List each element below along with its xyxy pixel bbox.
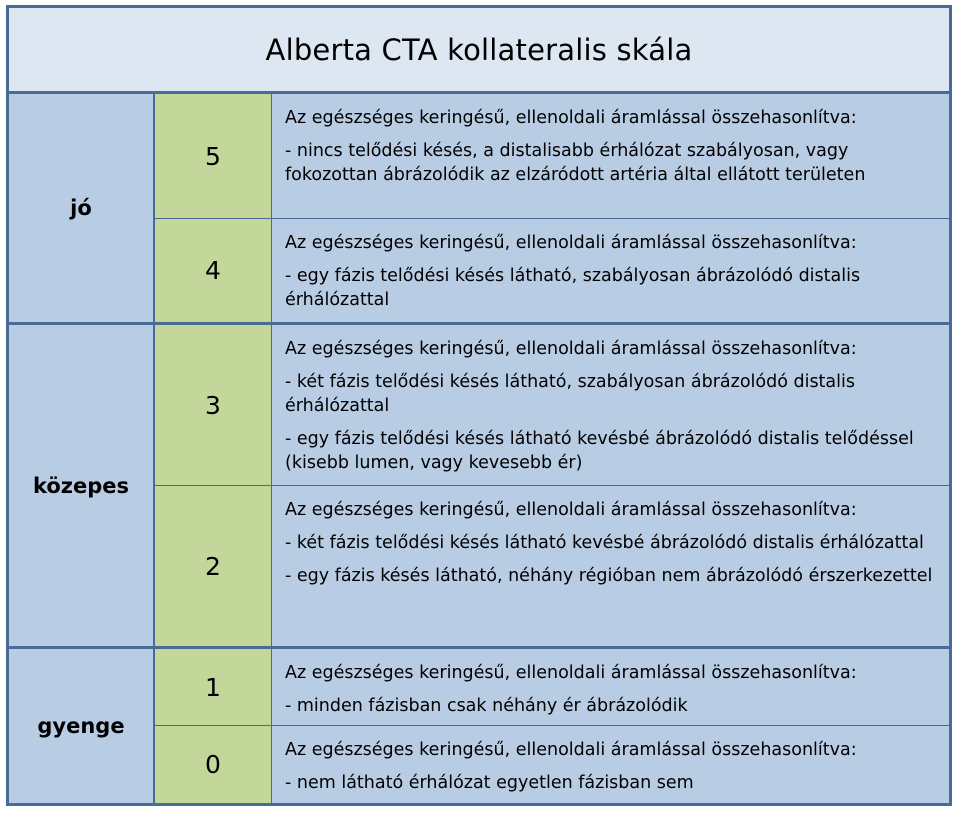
- criteria-text: - egy fázis telődési késés látható kevésbé ábrázolódó distalis telődéssel (kisebb lumen, vagy kevesebb ér): [285, 429, 914, 473]
- score-cell: 1: [155, 649, 272, 725]
- description-cell: [272, 94, 949, 218]
- category-label: gyenge: [9, 649, 155, 803]
- table-row: [155, 94, 949, 219]
- category-label: közepes: [9, 325, 155, 646]
- score-cell: 5: [155, 94, 272, 218]
- group-good: [9, 94, 949, 325]
- criteria-text: - két fázis telődési késés látható kevésbé ábrázolódó distalis érhálózattal: [285, 533, 924, 553]
- score-cell: 2: [155, 486, 272, 646]
- group-poor: [9, 649, 949, 803]
- description-cell: [272, 219, 949, 322]
- table-title: Alberta CTA kollateralis skála: [9, 8, 949, 94]
- score-cell: 3: [155, 325, 272, 485]
- criteria-text: - minden fázisban csak néhány ér ábrázolódik: [285, 696, 688, 716]
- table-row: [155, 726, 949, 803]
- table-row: [155, 325, 949, 486]
- comparison-text: Az egészséges keringésű, ellenoldali áramlással összehasonlítva:: [285, 233, 857, 253]
- table-row: [155, 649, 949, 726]
- comparison-text: Az egészséges keringésű, ellenoldali áramlással összehasonlítva:: [285, 339, 857, 359]
- description-cell: [272, 486, 949, 646]
- criteria-text: - két fázis telődési késés látható, szabályosan ábrázolódó distalis érhálózattal: [285, 372, 855, 416]
- category-label: jó: [9, 94, 155, 322]
- table-row: [155, 219, 949, 322]
- description-cell: [272, 649, 949, 725]
- group-medium: [9, 325, 949, 649]
- comparison-text: Az egészséges keringésű, ellenoldali áramlással összehasonlítva:: [285, 500, 857, 520]
- table-row: [155, 486, 949, 646]
- comparison-text: Az egészséges keringésű, ellenoldali áramlással összehasonlítva:: [285, 663, 857, 683]
- criteria-text: - egy fázis késés látható, néhány régióban nem ábrázolódó érszerkezettel: [285, 566, 933, 586]
- collateral-scale-table: [6, 5, 952, 806]
- criteria-text: - nincs telődési késés, a distalisabb érhálózat szabályosan, vagy fokozottan ábrázolódik az elzáródott artéria által ellátott területen: [285, 141, 866, 185]
- score-cell: 0: [155, 726, 272, 803]
- comparison-text: Az egészséges keringésű, ellenoldali áramlással összehasonlítva:: [285, 108, 857, 128]
- criteria-text: - nem látható érhálózat egyetlen fázisban sem: [285, 773, 694, 793]
- description-cell: [272, 726, 949, 803]
- criteria-text: - egy fázis telődési késés látható, szabályosan ábrázolódó distalis érhálózattal: [285, 266, 861, 310]
- description-cell: [272, 325, 949, 485]
- comparison-text: Az egészséges keringésű, ellenoldali áramlással összehasonlítva:: [285, 740, 857, 760]
- score-cell: 4: [155, 219, 272, 322]
